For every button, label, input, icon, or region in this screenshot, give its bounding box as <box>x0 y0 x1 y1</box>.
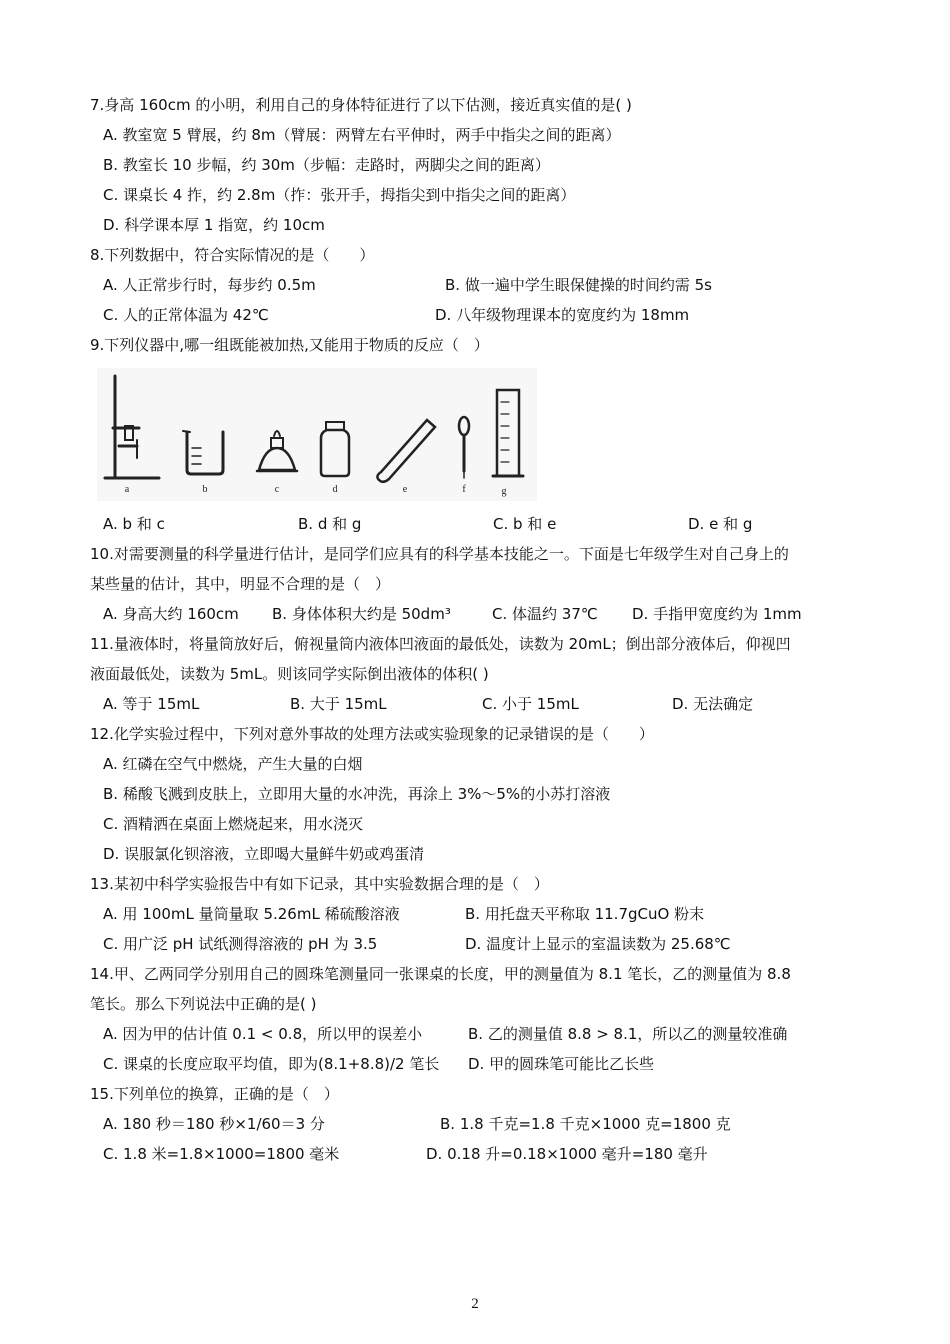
q13-option-c: C. 用广泛 pH 试纸测得溶液的 pH 为 3.5 <box>103 935 378 953</box>
q9-option-c: C. b 和 e <box>493 515 557 533</box>
q7-option-c: C. 课桌长 4 拃，约 2.8m（拃：张开手，拇指尖到中指尖之间的距离） <box>103 186 576 204</box>
fig-label-c: c <box>274 484 280 495</box>
q7-option-a: A. 教室宽 5 臂展，约 8m（臂展：两臂左右平伸时，两手中指尖之间的距离） <box>103 126 621 144</box>
lab-instruments-figure <box>97 368 537 501</box>
q7-stem: 7.身高 160cm 的小明，利用自己的身体特征进行了以下估测，接近真实值的是( ) <box>90 96 632 114</box>
q11-option-a: A. 等于 15mL <box>103 695 200 713</box>
q15-option-a: A. 180 秒＝180 秒×1/60＝3 分 <box>103 1115 325 1133</box>
q11-option-d: D. 无法确定 <box>672 695 754 713</box>
q11-option-c: C. 小于 15mL <box>482 695 579 713</box>
q12-option-a: A. 红磷在空气中燃烧，产生大量的白烟 <box>103 755 363 773</box>
q7-option-d: D. 科学课本厚 1 指宽，约 10cm <box>103 216 325 234</box>
reagent-bottle-icon <box>321 422 349 476</box>
q8-option-b: B. 做一遍中学生眼保健操的时间约需 5s <box>445 276 712 294</box>
q10-option-a: A. 身高大约 160cm <box>103 605 239 623</box>
alcohol-lamp-icon <box>257 431 297 471</box>
q14-option-c: C. 课桌的长度应取平均值，即为(8.1+8.8)/2 笔长 <box>103 1055 440 1073</box>
q15-option-c: C. 1.8 米=1.8×1000=1800 毫米 <box>103 1145 340 1163</box>
graduated-cylinder-icon <box>493 390 523 476</box>
dropper-icon <box>459 417 469 478</box>
q14-stem-line2: 笔长。那么下列说法中正确的是( ) <box>90 995 317 1013</box>
q15-option-b: B. 1.8 千克=1.8 千克×1000 克=1800 克 <box>440 1115 731 1133</box>
q8-stem: 8.下列数据中，符合实际情况的是（ ） <box>90 246 375 264</box>
q13-option-d: D. 温度计上显示的室温读数为 25.68℃ <box>465 935 731 953</box>
q11-stem-line2: 液面最低处，读数为 5mL。则该同学实际倒出液体的体积( ) <box>90 665 489 683</box>
q8-option-c: C. 人的正常体温为 42℃ <box>103 306 269 324</box>
q12-stem: 12.化学实验过程中，下列对意外事故的处理方法或实验现象的记录错误的是（ ） <box>90 725 654 743</box>
beaker-icon <box>183 431 223 474</box>
q9-option-b: B. d 和 g <box>298 515 362 533</box>
q9-option-d: D. e 和 g <box>688 515 753 533</box>
q13-stem: 13.某初中科学实验报告中有如下记录，其中实验数据合理的是（ ） <box>90 875 549 893</box>
q10-option-b: B. 身体体积大约是 50dm³ <box>272 605 451 623</box>
page-number: 2 <box>471 1296 479 1312</box>
q14-stem-line1: 14.甲、乙两同学分别用自己的圆珠笔测量同一张课桌的长度，甲的测量值为 8.1 笔长，乙的测量值为 8.8 <box>90 965 791 983</box>
fig-label-f: f <box>462 484 466 495</box>
q8-option-a: A. 人正常步行时，每步约 0.5m <box>103 276 316 294</box>
fig-label-b: b <box>202 484 208 495</box>
q8-option-d: D. 八年级物理课本的宽度约为 18mm <box>435 306 690 324</box>
q11-option-b: B. 大于 15mL <box>290 695 387 713</box>
fig-label-g: g <box>501 486 507 497</box>
q13-option-b: B. 用托盘天平称取 11.7gCuO 粉末 <box>465 905 705 923</box>
q10-option-c: C. 体温约 37℃ <box>492 605 598 623</box>
q12-option-d: D. 误服氯化钡溶液，立即喝大量鲜牛奶或鸡蛋清 <box>103 845 425 863</box>
q15-stem: 15.下列单位的换算，正确的是（ ） <box>90 1085 339 1103</box>
q10-stem-line1: 10.对需要测量的科学量进行估计，是同学们应具有的科学基本技能之一。下面是七年级学生对自己身上的 <box>90 545 789 563</box>
q12-option-c: C. 酒精洒在桌面上燃烧起来，用水浇灭 <box>103 815 364 833</box>
q10-stem-line2: 某些量的估计，其中，明显不合理的是（ ） <box>90 575 391 593</box>
iron-stand-icon <box>105 376 159 478</box>
q13-option-a: A. 用 100mL 量筒量取 5.26mL 稀硫酸溶液 <box>103 905 400 923</box>
test-tube-icon <box>377 420 435 482</box>
fig-label-a: a <box>124 484 130 495</box>
q9-stem: 9.下列仪器中,哪一组既能被加热,又能用于物质的反应（ ） <box>90 336 489 354</box>
q14-option-b: B. 乙的测量值 8.8 > 8.1，所以乙的测量较准确 <box>468 1025 788 1043</box>
q12-option-b: B. 稀酸飞溅到皮肤上，立即用大量的水冲洗，再涂上 3%～5%的小苏打溶液 <box>103 785 611 803</box>
q14-option-d: D. 甲的圆珠笔可能比乙长些 <box>468 1055 655 1073</box>
q9-option-a: A. b 和 c <box>103 515 165 533</box>
q7-option-b: B. 教室长 10 步幅，约 30m（步幅：走路时，两脚尖之间的距离） <box>103 156 550 174</box>
q10-option-d: D. 手指甲宽度约为 1mm <box>632 605 802 623</box>
q15-option-d: D. 0.18 升=0.18×1000 毫升=180 毫升 <box>426 1145 708 1163</box>
fig-label-e: e <box>402 484 408 495</box>
fig-label-d: d <box>332 484 338 495</box>
q11-stem-line1: 11.量液体时，将量筒放好后，俯视量筒内液体凹液面的最低处，读数为 20mL；倒出部分液体后，仰视凹 <box>90 635 791 653</box>
q14-option-a: A. 因为甲的估计值 0.1 < 0.8，所以甲的误差小 <box>103 1025 423 1043</box>
